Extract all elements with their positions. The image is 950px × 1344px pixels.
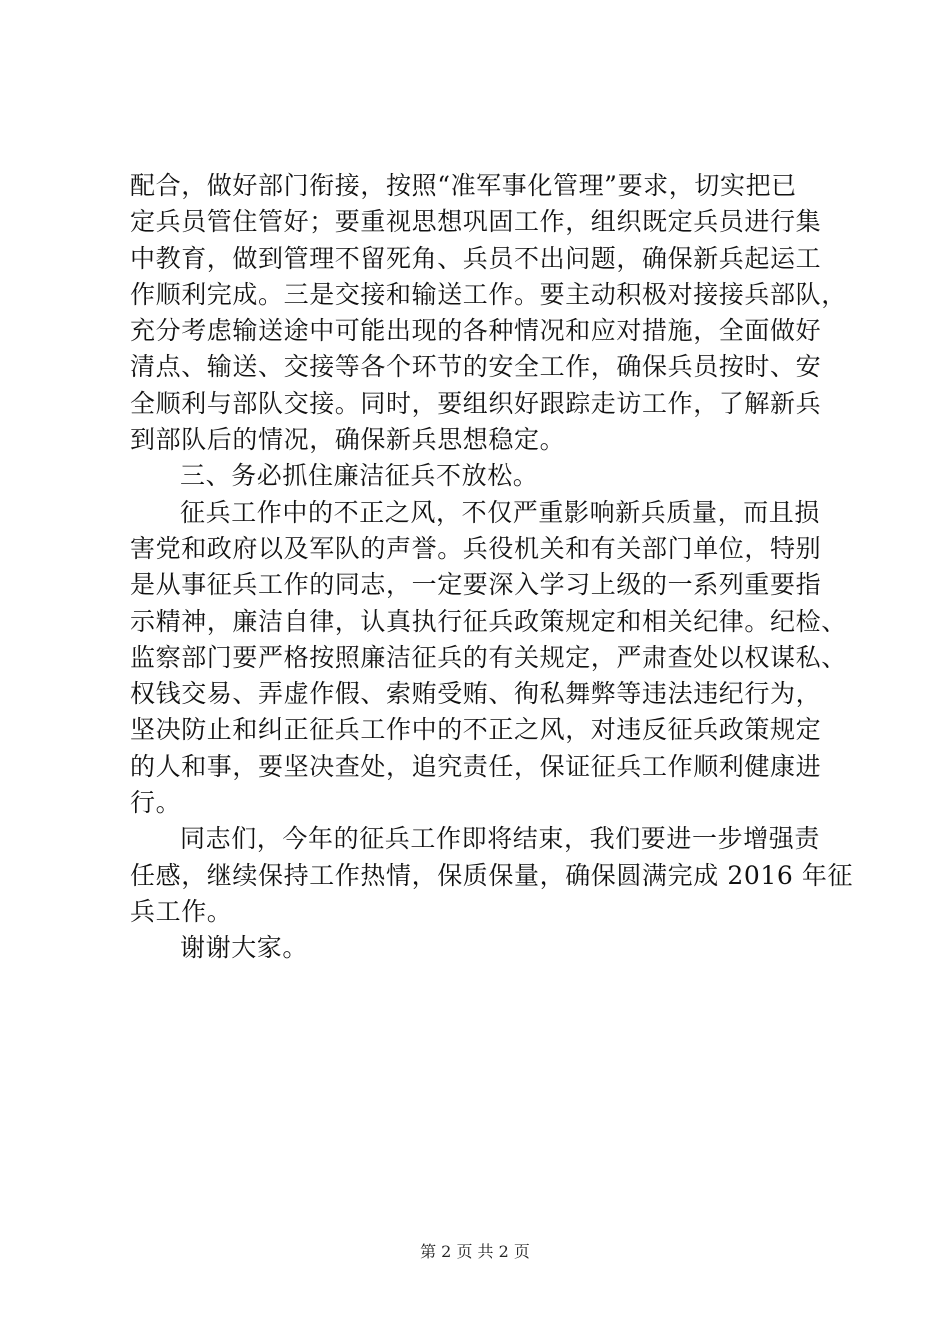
text-line: 是从事征兵工作的同志，一定要深入学习上级的一系列重要指: [130, 570, 822, 600]
text-line: 充分考虑输送途中可能出现的各种情况和应对措施，全面做好: [130, 316, 822, 346]
text-line: 行。: [130, 788, 182, 818]
text-line: 到部队后的情况，确保新兵思想稳定。: [130, 425, 566, 455]
text-line: 监察部门要严格按照廉洁征兵的有关规定，严肃查处以权谋私、: [130, 642, 847, 672]
text-line: 清点、输送、交接等各个环节的安全工作，确保兵员按时、安: [130, 352, 822, 382]
page-footer: 第 2 页 共 2 页: [420, 1242, 530, 1261]
text-line: 的人和事，要坚决查处，追究责任，保证征兵工作顺利健康进: [130, 751, 822, 781]
text-line: 任感，继续保持工作热情，保质保量，确保圆满完成 2016 年征: [130, 860, 854, 890]
text-line: 兵工作。: [130, 896, 233, 926]
text-line: 配合，做好部门衔接，按照“准军事化管理”要求，切实把已: [130, 171, 797, 200]
text-line: 中教育，做到管理不留死角、兵员不出问题，确保新兵起运工: [130, 243, 822, 273]
text-line: 害党和政府以及军队的声誉。兵役机关和有关部门单位，特别: [130, 533, 822, 563]
text-line: 全顺利与部队交接。同时，要组织好跟踪走访工作，了解新兵: [130, 388, 822, 418]
text-line: 坚决防止和纠正征兵工作中的不正之风，对违反征兵政策规定: [130, 715, 822, 745]
text-line: 权钱交易、弄虚作假、索贿受贿、徇私舞弊等违法违纪行为，: [130, 679, 822, 709]
text-line: 作顺利完成。三是交接和输送工作。要主动积极对接接兵部队，: [130, 279, 847, 309]
document-body: [130, 168, 854, 967]
text-line: 同志们，今年的征兵工作即将结束，我们要进一步增强责: [180, 824, 821, 854]
text-line: 征兵工作中的不正之风，不仅严重影响新兵质量，而且损: [180, 497, 821, 527]
text-line: 三、务必抓住廉洁征兵不放松。: [180, 461, 539, 491]
text-line: 定兵员管住管好；要重视思想巩固工作，组织既定兵员进行集: [130, 207, 822, 237]
text-line: 谢谢大家。: [180, 933, 309, 963]
text-line: 示精神，廉洁自律，认真执行征兵政策规定和相关纪律。纪检、: [130, 606, 847, 636]
